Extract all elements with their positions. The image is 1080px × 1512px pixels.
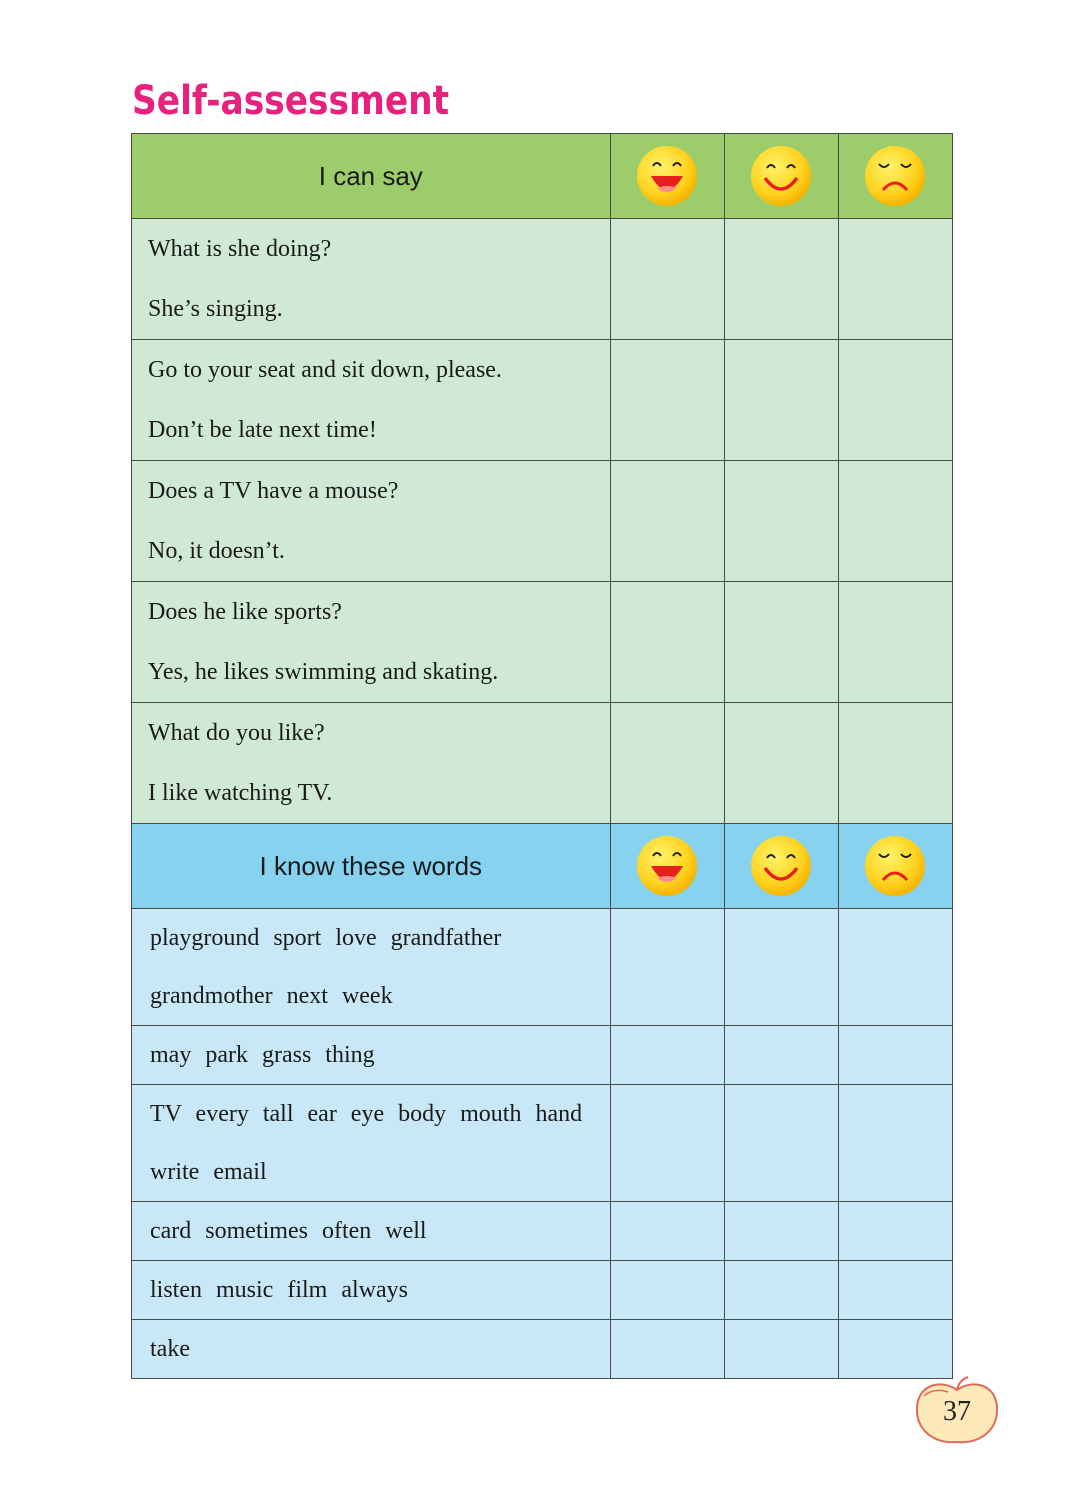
- words-row-line: TV every tall ear eye body mouth hand: [150, 1101, 583, 1127]
- rating-checkbox-cell[interactable]: [838, 582, 952, 703]
- say-row-line: I like watching TV.: [148, 780, 333, 806]
- say-row-line: Does a TV have a mouse?: [148, 478, 399, 504]
- say-row-line: Go to your seat and sit down, please.: [148, 357, 502, 383]
- rating-checkbox-cell[interactable]: [610, 1202, 724, 1261]
- sad-face-icon: [863, 834, 927, 898]
- say-row-text: [132, 461, 611, 582]
- page-number-text: 37: [943, 1396, 971, 1427]
- words-row-line: take: [150, 1336, 190, 1362]
- table-row: [132, 582, 953, 703]
- rating-checkbox-cell[interactable]: [610, 461, 724, 582]
- rating-checkbox-cell[interactable]: [838, 219, 952, 340]
- rating-checkbox-cell[interactable]: [838, 1085, 952, 1202]
- say-row-text: [132, 219, 611, 340]
- table-row: [132, 909, 953, 1026]
- words-row-text: [132, 1085, 611, 1202]
- sad-face-icon: [863, 144, 927, 208]
- rating-checkbox-cell[interactable]: [838, 909, 952, 1026]
- table-row: [132, 219, 953, 340]
- rating-checkbox-cell[interactable]: [724, 1026, 838, 1085]
- table-row: [132, 1320, 953, 1379]
- rating-checkbox-cell[interactable]: [724, 219, 838, 340]
- rating-checkbox-cell[interactable]: [610, 703, 724, 824]
- words-face-column-1: [610, 824, 724, 909]
- words-row-text: [132, 1202, 611, 1261]
- words-row-line: playground sport love grandfather: [150, 925, 502, 951]
- laughing-face-icon: [635, 144, 699, 208]
- table-row: [132, 1202, 953, 1261]
- say-row-text: [132, 703, 611, 824]
- self-assessment-table: [131, 133, 953, 1379]
- words-row-text: [132, 909, 611, 1026]
- rating-checkbox-cell[interactable]: [610, 909, 724, 1026]
- rating-checkbox-cell[interactable]: [724, 340, 838, 461]
- say-row-line: What do you like?: [148, 720, 325, 746]
- words-row-line: may park grass thing: [150, 1042, 375, 1068]
- say-row-text: [132, 340, 611, 461]
- rating-checkbox-cell[interactable]: [724, 703, 838, 824]
- words-header-row: [132, 824, 953, 909]
- rating-checkbox-cell[interactable]: [610, 340, 724, 461]
- smiling-face-icon: [749, 834, 813, 898]
- rating-checkbox-cell[interactable]: [838, 1202, 952, 1261]
- words-row-line: card sometimes often well: [150, 1218, 427, 1244]
- rating-checkbox-cell[interactable]: [610, 1261, 724, 1320]
- rating-checkbox-cell[interactable]: [610, 1085, 724, 1202]
- say-row-line: She’s singing.: [148, 296, 283, 322]
- page-number: [914, 1376, 1000, 1446]
- say-row-line: No, it doesn’t.: [148, 538, 285, 564]
- rating-checkbox-cell[interactable]: [838, 1320, 952, 1379]
- say-row-line: Does he like sports?: [148, 599, 342, 625]
- rating-checkbox-cell[interactable]: [724, 582, 838, 703]
- rating-checkbox-cell[interactable]: [610, 1026, 724, 1085]
- say-row-text: [132, 582, 611, 703]
- say-row-line: Yes, he likes swimming and skating.: [148, 659, 499, 685]
- rating-checkbox-cell[interactable]: [610, 219, 724, 340]
- page-title: Self-assessment: [132, 78, 450, 124]
- words-row-line: write email: [150, 1159, 267, 1185]
- rating-checkbox-cell[interactable]: [838, 340, 952, 461]
- table-row: [132, 340, 953, 461]
- laughing-face-icon: [635, 834, 699, 898]
- say-header-label: I can say: [132, 134, 611, 219]
- table-row: [132, 703, 953, 824]
- rating-checkbox-cell[interactable]: [724, 461, 838, 582]
- rating-checkbox-cell[interactable]: [838, 703, 952, 824]
- rating-checkbox-cell[interactable]: [838, 1026, 952, 1085]
- say-row-line: What is she doing?: [148, 236, 332, 262]
- rating-checkbox-cell[interactable]: [610, 1320, 724, 1379]
- rating-checkbox-cell[interactable]: [724, 909, 838, 1026]
- words-face-column-2: [724, 824, 838, 909]
- rating-checkbox-cell[interactable]: [838, 1261, 952, 1320]
- table-row: [132, 1026, 953, 1085]
- words-row-text: [132, 1261, 611, 1320]
- words-row-line: listen music film always: [150, 1277, 408, 1303]
- words-row-line: grandmother next week: [150, 983, 393, 1009]
- rating-checkbox-cell[interactable]: [724, 1085, 838, 1202]
- words-header-label: I know these words: [132, 824, 611, 909]
- table-row: [132, 1261, 953, 1320]
- rating-checkbox-cell[interactable]: [724, 1261, 838, 1320]
- say-header-row: [132, 134, 953, 219]
- smiling-face-icon: [749, 144, 813, 208]
- rating-checkbox-cell[interactable]: [724, 1202, 838, 1261]
- table-row: [132, 461, 953, 582]
- table-row: [132, 1085, 953, 1202]
- words-row-text: [132, 1320, 611, 1379]
- rating-checkbox-cell[interactable]: [838, 461, 952, 582]
- say-face-column-2: [724, 134, 838, 219]
- rating-checkbox-cell[interactable]: [610, 582, 724, 703]
- words-face-column-3: [838, 824, 952, 909]
- say-face-column-1: [610, 134, 724, 219]
- rating-checkbox-cell[interactable]: [724, 1320, 838, 1379]
- say-face-column-3: [838, 134, 952, 219]
- words-row-text: [132, 1026, 611, 1085]
- say-row-line: Don’t be late next time!: [148, 417, 377, 443]
